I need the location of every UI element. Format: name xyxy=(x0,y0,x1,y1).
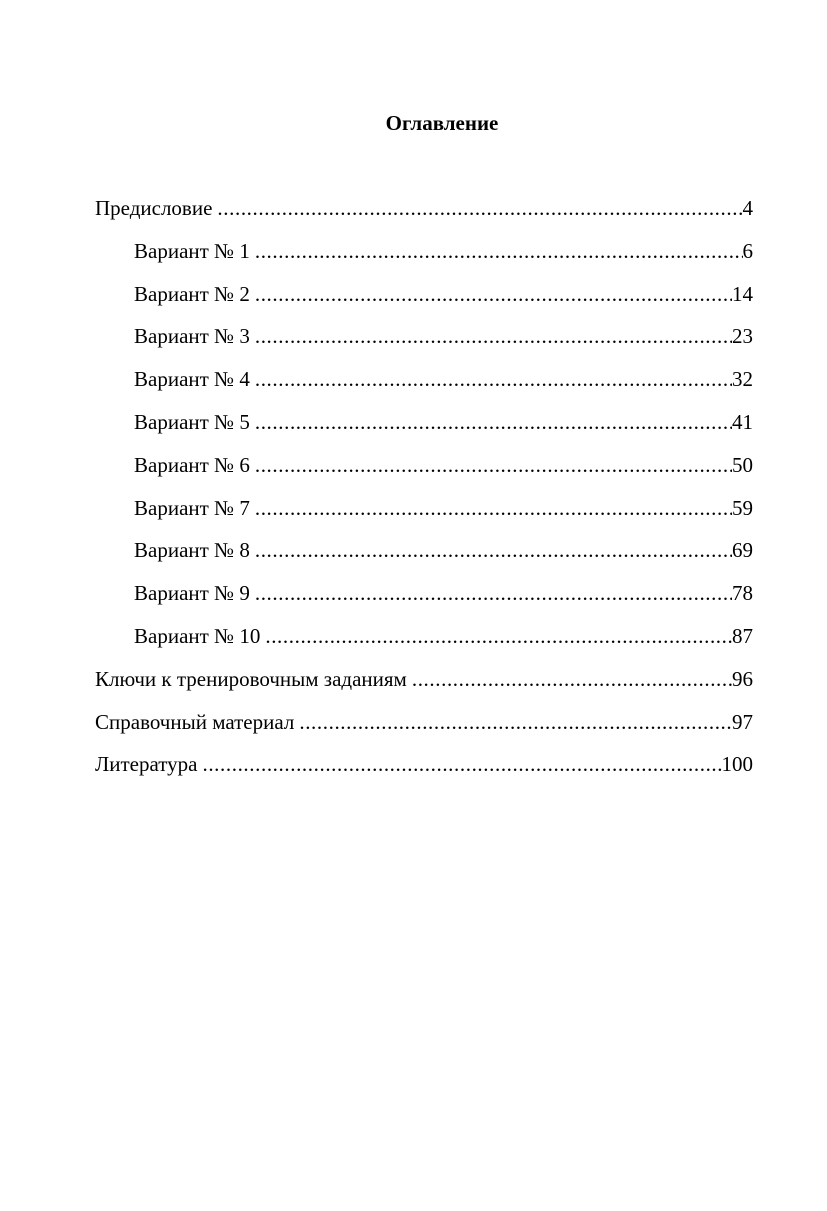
toc-list xyxy=(95,195,753,794)
toc-leader-dots xyxy=(255,537,732,563)
toc-leader-dots xyxy=(265,623,732,649)
toc-entry-label: Вариант № 2 xyxy=(134,281,250,306)
toc-entry-label: Вариант № 3 xyxy=(134,324,250,349)
toc-entry-label: Вариант № 7 xyxy=(134,495,250,520)
toc-entry xyxy=(95,238,753,281)
toc-title: Оглавление xyxy=(385,111,499,135)
toc-entry-page: 87 xyxy=(732,623,753,648)
toc-leader-dots xyxy=(202,751,721,777)
toc-entry-label: Вариант № 1 xyxy=(134,238,250,263)
toc-entry xyxy=(95,666,753,709)
toc-entry-page: 69 xyxy=(732,538,753,563)
toc-entry-label: Вариант № 8 xyxy=(134,538,250,563)
toc-entry xyxy=(95,195,753,238)
toc-leader-dots xyxy=(255,409,732,435)
toc-entry xyxy=(95,751,753,794)
toc-entry-page: 97 xyxy=(732,709,753,734)
toc-entry-label: Вариант № 4 xyxy=(134,367,250,392)
toc-leader-dots xyxy=(255,452,732,478)
toc-entry-page: 41 xyxy=(732,409,753,434)
toc-entry-label: Вариант № 10 xyxy=(134,623,261,648)
toc-entry-page: 96 xyxy=(732,666,753,691)
toc-entry-page: 78 xyxy=(732,581,753,606)
toc-entry xyxy=(95,580,753,623)
toc-entry xyxy=(95,537,753,580)
toc-entry xyxy=(95,623,753,666)
toc-entry-label: Вариант № 6 xyxy=(134,452,250,477)
toc-leader-dots xyxy=(255,238,743,264)
toc-leader-dots xyxy=(255,323,732,349)
toc-entry-page: 100 xyxy=(721,752,753,777)
toc-entry xyxy=(95,409,753,452)
toc-entry-page: 59 xyxy=(732,495,753,520)
toc-entry-page: 32 xyxy=(732,367,753,392)
toc-entry xyxy=(95,281,753,324)
toc-entry xyxy=(95,366,753,409)
toc-leader-dots xyxy=(255,366,732,392)
toc-entry-label: Литература xyxy=(95,752,198,777)
toc-entry-page: 4 xyxy=(742,196,753,220)
toc-entry-label: Предисловие xyxy=(95,196,213,220)
toc-leader-dots xyxy=(412,666,732,692)
toc-leader-dots xyxy=(255,580,732,606)
toc-entry xyxy=(95,452,753,495)
toc-entry xyxy=(95,709,753,752)
toc-leader-dots xyxy=(255,495,732,521)
toc-leader-dots xyxy=(299,709,732,735)
toc-entry xyxy=(95,323,753,366)
toc-entry xyxy=(95,495,753,538)
toc-entry-label: Справочный материал xyxy=(95,709,295,734)
toc-entry-page: 14 xyxy=(732,281,753,306)
toc-entry-page: 6 xyxy=(742,238,753,263)
toc-leader-dots xyxy=(255,281,732,307)
toc-entry-label: Вариант № 9 xyxy=(134,581,250,606)
toc-entry-page: 50 xyxy=(732,452,753,477)
toc-entry-label: Ключи к тренировочным заданиям xyxy=(95,666,407,691)
toc-leader-dots xyxy=(217,195,742,221)
toc-entry-label: Вариант № 5 xyxy=(134,409,250,434)
toc-entry-page: 23 xyxy=(732,324,753,349)
